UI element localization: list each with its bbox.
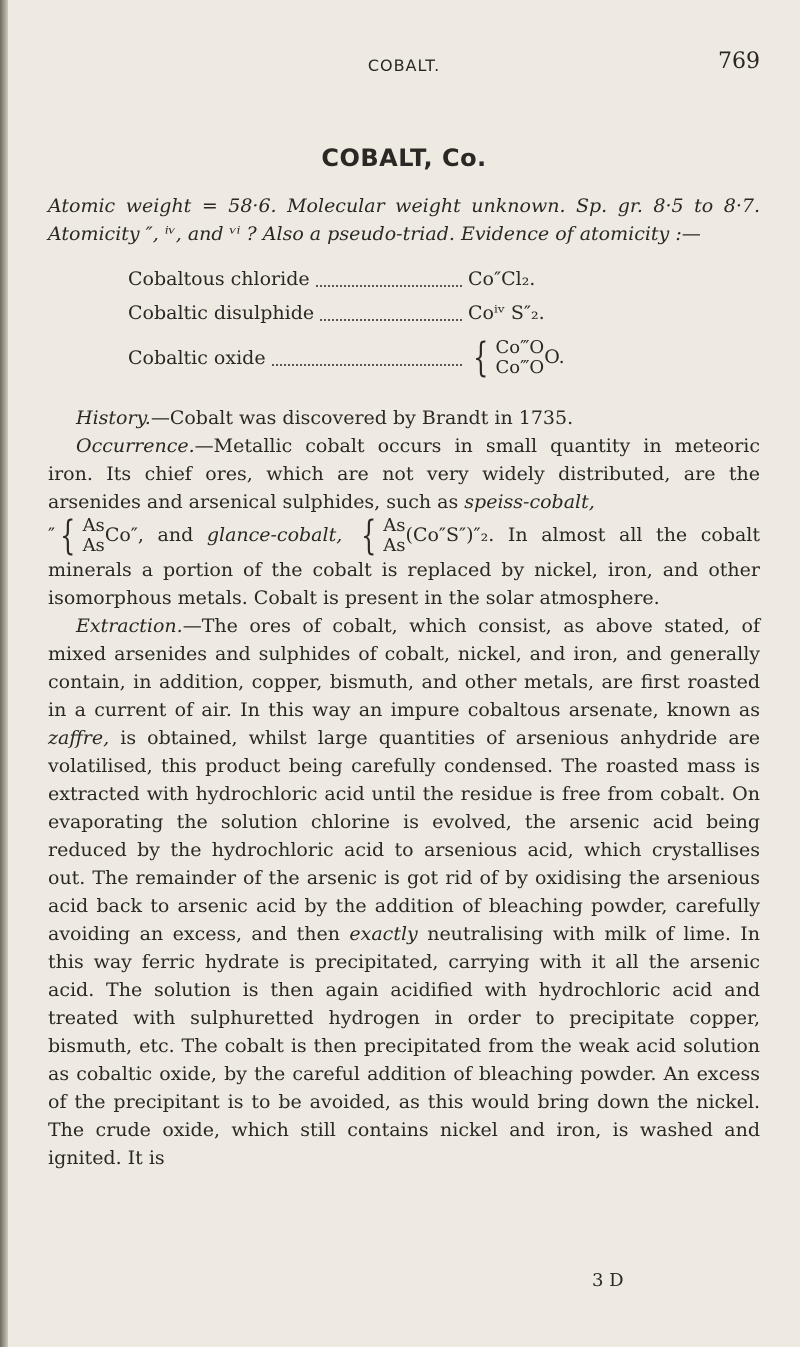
formula-name: Cobaltous chloride <box>128 268 310 290</box>
page-edge-shadow <box>0 0 8 1347</box>
occurrence-paragraph <box>48 432 760 516</box>
occurrence-text: —Metallic cobalt occurs in small quantity in meteoric iron. Its chief ores, which are not very widely distributed, are the arsenides and arsenical sulphides, such as <box>48 435 760 513</box>
mineral-formulas-line <box>48 513 761 612</box>
running-header <box>48 48 760 88</box>
extraction-text-2: is obtained, whilst large quantities of arsenious anhydride are volatilised, this product being carefully condensed. The roasted mass is extracted with hydrochloric acid until the residue is free from cobalt. On evaporating the solution chlorine is evolved, the arsenic acid being reduced by the hydrochloric acid to arsenious acid, which crystallises out. The remainder of the arsenic is got rid of by oxidising the arsenious acid back to arsenic acid by the addition of bleaching powder, carefully avoiding an excess, and then <box>48 727 760 945</box>
stacked-formula <box>83 516 105 556</box>
speiss-cobalt-name: speiss-cobalt, <box>464 491 595 513</box>
stack-bottom: Co‴O <box>495 357 545 378</box>
formula-value: Coⁱᵛ S″₂. <box>468 302 545 324</box>
leader-dots <box>320 305 462 321</box>
stacked-formula <box>383 516 405 556</box>
formula-prefix: ″ <box>48 524 56 546</box>
page-title: COBALT, Co. <box>321 144 487 172</box>
printer-signature-mark: 3 D <box>592 1270 624 1291</box>
formula-suffix: (Co″S″)″₂. <box>405 524 495 546</box>
curly-brace-icon: { <box>473 335 489 381</box>
leader-dots <box>272 350 462 366</box>
exactly-term: exactly <box>349 923 418 945</box>
history-label: History. <box>76 407 151 429</box>
history-paragraph <box>48 404 760 432</box>
formula-suffix: Co″, <box>104 524 144 546</box>
zaffre-term: zaffre, <box>48 727 110 749</box>
extraction-text-1: —The ores of cobalt, which consist, as above stated, of mixed arsenides and sulphides of cobalt, nickel, and iron, and generally contain, in addition, copper, bismuth, and other metals, are first roasted in a current of air. In this way an impure cobaltous arsenate, known as <box>48 615 760 721</box>
formula-row <box>128 262 588 296</box>
book-page <box>48 48 760 1172</box>
glance-cobalt-name: glance-cobalt, <box>206 524 343 546</box>
stack-top: Co‴O <box>495 337 545 358</box>
extraction-text-3: neutralising with milk of lime. In this way ferric hydrate is precipitated, carrying with it all the arsenic acid. The solution is then again acidified with hydrochloric acid and treated with sulphuretted hydrogen in order to precipitate copper, bismuth, etc. The cobalt is then precipitated from the weak acid solution as cobaltic oxide, by the careful addition of bleaching powder. An excess of the precipitant is to be avoided, as this would bring down the nickel. The crude oxide, which still contains nickel and iron, is washed and ignited. It is <box>48 923 761 1169</box>
page-number: 769 <box>718 49 760 74</box>
atomic-data-intro: Atomic weight = 58·6. Molecular weight unknown. Sp. gr. 8·5 to 8·7. Atomicity ″, ⁱᵛ, and ᵛⁱ ? Also a pseudo-triad. Evidence of atomicity :— <box>48 195 760 245</box>
formula-value: Co″Cl₂. <box>468 268 536 290</box>
curly-brace-icon: { <box>60 513 76 559</box>
formula-row <box>128 330 588 386</box>
occurrence-label: Occurrence. <box>76 435 195 457</box>
stack-bottom: As <box>82 535 105 556</box>
history-text: —Cobalt was discovered by Brandt in 1735. <box>150 407 574 429</box>
stacked-formula <box>495 338 544 378</box>
formula-name: Cobaltic disulphide <box>128 302 315 324</box>
leader-dots <box>316 271 462 287</box>
curly-brace-icon: { <box>360 513 377 559</box>
stack-bottom: As <box>383 535 406 556</box>
extraction-label: Extraction. <box>76 615 183 637</box>
running-title: COBALT. <box>367 56 441 75</box>
formula-row <box>128 296 588 330</box>
atomicity-formula-list <box>128 262 588 386</box>
stack-top: As <box>383 515 406 536</box>
formula-value-stacked <box>468 335 588 381</box>
extraction-paragraph <box>48 612 760 1172</box>
occurrence-text-continued: In almost all the cobalt minerals a portion of the cobalt is replaced by nickel, iron, and other isomorphous metals. Cobalt is present in the solar atmosphere. <box>48 524 761 609</box>
stack-suffix: O. <box>544 346 565 368</box>
formula-name: Cobaltic oxide <box>128 347 266 369</box>
stack-top: As <box>82 515 105 536</box>
and-word: and <box>157 524 194 546</box>
